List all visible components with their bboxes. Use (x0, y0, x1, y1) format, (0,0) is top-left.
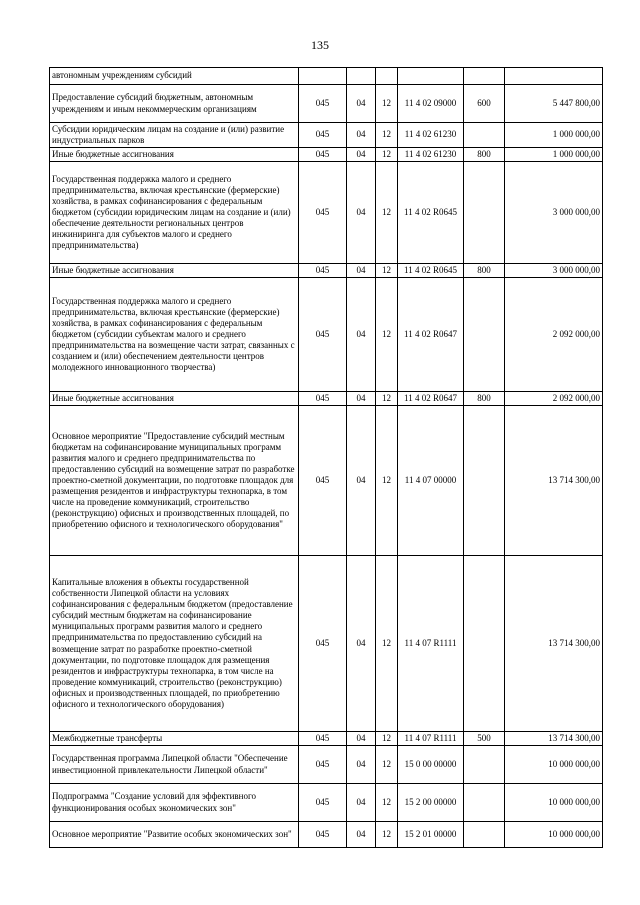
subsection-code: 12 (376, 278, 398, 392)
amount: 1 000 000,00 (505, 123, 603, 148)
subsection-code: 12 (376, 85, 398, 123)
expense-type: 800 (464, 392, 505, 406)
row-name: Подпрограмма "Создание условий для эффективного функционирования особых экономических зон" (50, 784, 299, 822)
page-number: 135 (311, 38, 329, 52)
target-article: 11 4 02 R0645 (398, 162, 464, 264)
ministry-code: 045 (299, 746, 347, 784)
target-article: 15 0 00 00000 (398, 746, 464, 784)
ministry-code: 045 (299, 85, 347, 123)
table-row (50, 123, 603, 148)
target-article (398, 68, 464, 85)
row-name: Капитальные вложения в объекты государственной собственности Липецкой области на условиях софинансирования с федеральным бюджетом (предоставление субсидий местным бюджетам на софинансирование муниципальных программ развития малого и среднего предпринимательства по предоставлению субсидий на возмещение затрат по разработке проектно-сметной документации, по подготовке площадок для размещения резидентов и инфраструктуры технопарка, в том числе на проведение коммуникаций, строительство (реконструкцию) офисных и производственных площадей, по приобретению офисного и технологического оборудования) (50, 556, 299, 732)
section-code: 04 (347, 746, 376, 784)
target-article: 11 4 02 61230 (398, 148, 464, 162)
expense-type: 600 (464, 85, 505, 123)
row-name: Межбюджетные трансферты (50, 732, 299, 746)
row-name: Основное мероприятие "Предоставление субсидий местным бюджетам на софинансирование муниципальных программ развития малого и среднего предпринимательства по предоставлению субсидий на возмещение затрат по разработке проектно-сметной документации, по подготовке площадок для размещения резидентов и инфраструктуры технопарка, в том числе на проведение коммуникаций, строительство (реконструкцию) офисных и производственных площадей, по приобретению офисного и технологического оборудования" (50, 406, 299, 556)
section-code: 04 (347, 556, 376, 732)
target-article: 15 2 00 00000 (398, 784, 464, 822)
subsection-code (376, 68, 398, 85)
expense-type (464, 162, 505, 264)
subsection-code: 12 (376, 392, 398, 406)
row-name: Предоставление субсидий бюджетным, автономным учреждениям и иным некоммерческим организациям (50, 85, 299, 123)
expense-type: 800 (464, 264, 505, 278)
amount: 3 000 000,00 (505, 264, 603, 278)
subsection-code: 12 (376, 123, 398, 148)
section-code: 04 (347, 784, 376, 822)
expense-type: 500 (464, 732, 505, 746)
ministry-code: 045 (299, 556, 347, 732)
target-article: 11 4 07 R1111 (398, 732, 464, 746)
subsection-code: 12 (376, 162, 398, 264)
subsection-code: 12 (376, 148, 398, 162)
amount: 13 714 300,00 (505, 556, 603, 732)
expense-type: 800 (464, 148, 505, 162)
amount: 2 092 000,00 (505, 392, 603, 406)
section-code: 04 (347, 822, 376, 848)
subsection-code: 12 (376, 406, 398, 556)
section-code: 04 (347, 406, 376, 556)
expense-type (464, 746, 505, 784)
section-code: 04 (347, 392, 376, 406)
table-row (50, 732, 603, 746)
table-row (50, 148, 603, 162)
subsection-code: 12 (376, 746, 398, 784)
row-name: автономным учреждениям субсидий (50, 68, 299, 85)
ministry-code: 045 (299, 392, 347, 406)
expense-type (464, 556, 505, 732)
ministry-code: 045 (299, 123, 347, 148)
amount: 1 000 000,00 (505, 148, 603, 162)
table-row (50, 85, 603, 123)
section-code: 04 (347, 162, 376, 264)
ministry-code: 045 (299, 278, 347, 392)
amount: 10 000 000,00 (505, 784, 603, 822)
row-name: Иные бюджетные ассигнования (50, 148, 299, 162)
row-name: Государственная поддержка малого и среднего предпринимательства, включая крестьянские (фермерские) хозяйства, в рамках софинансирования с федеральным бюджетом (субсидии субъектам малого и среднего предпринимательства на возмещение части затрат, связанных с созданием и (или) обеспечением деятельности центров молодежного инновационного творчества) (50, 278, 299, 392)
ministry-code: 045 (299, 162, 347, 264)
target-article: 15 2 01 00000 (398, 822, 464, 848)
amount: 2 092 000,00 (505, 278, 603, 392)
expense-type (464, 822, 505, 848)
target-article: 11 4 02 R0647 (398, 278, 464, 392)
amount: 3 000 000,00 (505, 162, 603, 264)
expense-type (464, 278, 505, 392)
target-article: 11 4 02 R0645 (398, 264, 464, 278)
table-row (50, 278, 603, 392)
row-name: Иные бюджетные ассигнования (50, 264, 299, 278)
table-row (50, 264, 603, 278)
row-name: Основное мероприятие "Развитие особых экономических зон" (50, 822, 299, 848)
expense-type (464, 68, 505, 85)
table-row (50, 406, 603, 556)
target-article: 11 4 07 00000 (398, 406, 464, 556)
ministry-code: 045 (299, 148, 347, 162)
budget-table (49, 67, 603, 848)
ministry-code: 045 (299, 732, 347, 746)
section-code: 04 (347, 278, 376, 392)
expense-type (464, 406, 505, 556)
row-name: Субсидии юридическим лицам на создание и (или) развитие индустриальных парков (50, 123, 299, 148)
subsection-code: 12 (376, 732, 398, 746)
amount: 5 447 800,00 (505, 85, 603, 123)
expense-type (464, 123, 505, 148)
ministry-code: 045 (299, 264, 347, 278)
ministry-code (299, 68, 347, 85)
table-row (50, 556, 603, 732)
table-row (50, 822, 603, 848)
target-article: 11 4 02 61230 (398, 123, 464, 148)
ministry-code: 045 (299, 822, 347, 848)
expense-type (464, 784, 505, 822)
section-code: 04 (347, 85, 376, 123)
ministry-code: 045 (299, 406, 347, 556)
table-row (50, 68, 603, 85)
table-row (50, 784, 603, 822)
amount: 10 000 000,00 (505, 746, 603, 784)
row-name: Государственная программа Липецкой области "Обеспечение инвестиционной привлекательности Липецкой области" (50, 746, 299, 784)
ministry-code: 045 (299, 784, 347, 822)
row-name: Государственная поддержка малого и среднего предпринимательства, включая крестьянские (фермерские) хозяйства, в рамках софинансирования с федеральным бюджетом (субсидии юридическим лицам на создание и (или) обеспечение деятельности региональных центров инжиниринга для субъектов малого и среднего предпринимательства) (50, 162, 299, 264)
section-code: 04 (347, 148, 376, 162)
amount (505, 68, 603, 85)
subsection-code: 12 (376, 264, 398, 278)
subsection-code: 12 (376, 784, 398, 822)
subsection-code: 12 (376, 822, 398, 848)
section-code (347, 68, 376, 85)
target-article: 11 4 07 R1111 (398, 556, 464, 732)
target-article: 11 4 02 R0647 (398, 392, 464, 406)
amount: 13 714 300,00 (505, 732, 603, 746)
row-name: Иные бюджетные ассигнования (50, 392, 299, 406)
section-code: 04 (347, 123, 376, 148)
table-row (50, 746, 603, 784)
table-row (50, 392, 603, 406)
subsection-code: 12 (376, 556, 398, 732)
section-code: 04 (347, 264, 376, 278)
amount: 10 000 000,00 (505, 822, 603, 848)
table-row (50, 162, 603, 264)
section-code: 04 (347, 732, 376, 746)
target-article: 11 4 02 09000 (398, 85, 464, 123)
amount: 13 714 300,00 (505, 406, 603, 556)
